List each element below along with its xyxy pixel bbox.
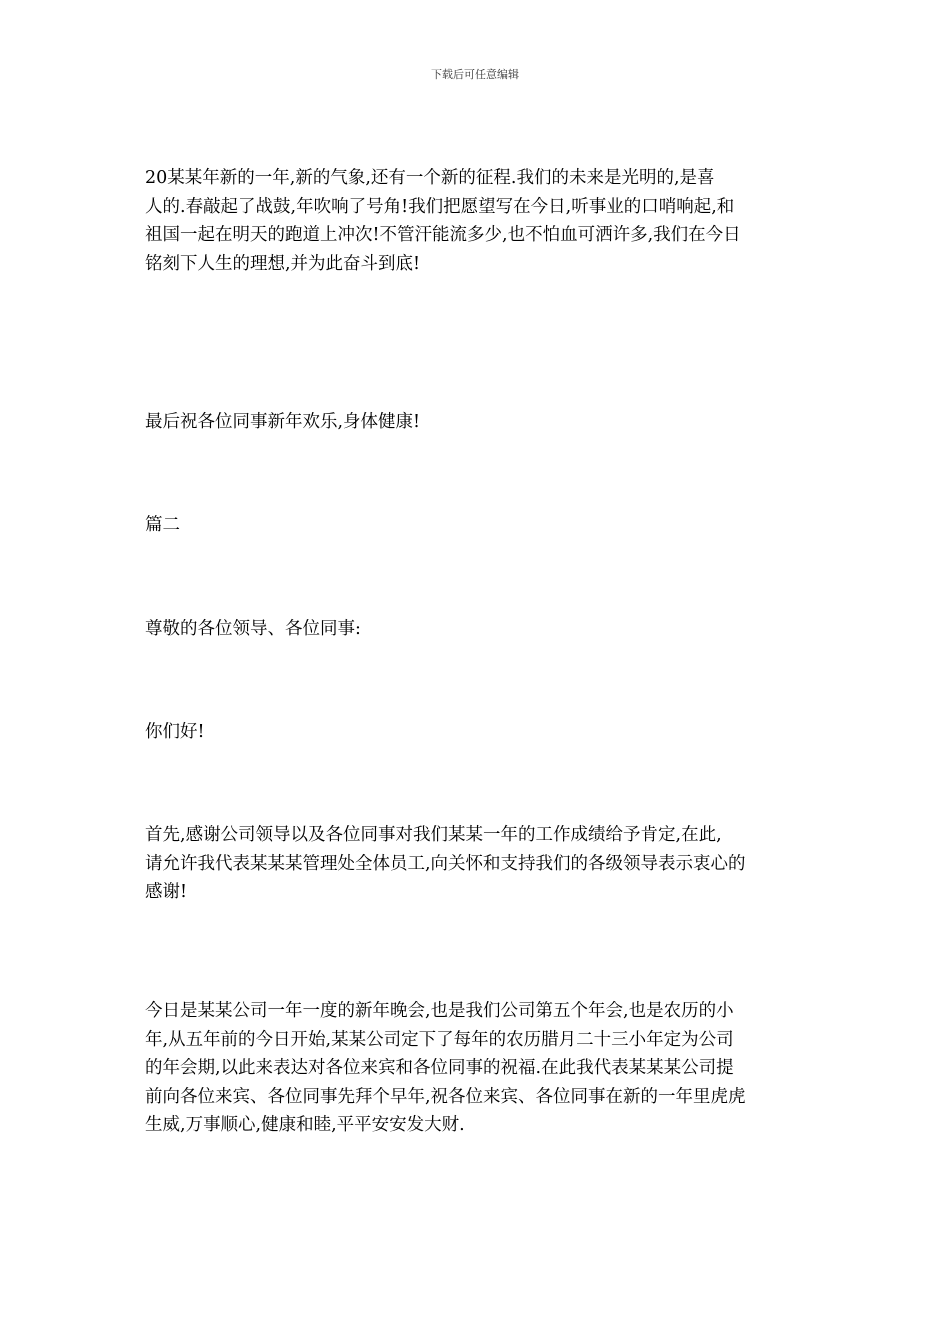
paragraph-new-year-journey: [145, 164, 805, 278]
text-line: 生威,万事顺心,健康和睦,平平安安发大财.: [145, 1115, 465, 1135]
text-line: 今日是某某公司一年一度的新年晚会,也是我们公司第五个年会,也是农历的小: [145, 1001, 734, 1021]
text-line: 尊敬的各位领导、各位同事:: [145, 619, 361, 639]
text-line: 铭刻下人生的理想,并为此奋斗到底!: [145, 253, 421, 274]
paragraph-thanks: [145, 821, 805, 907]
text-line: 祖国一起在明天的跑道上冲次!不管汗能流多少,也不怕血可洒许多,我们在今日: [145, 225, 741, 245]
paragraph-annual-party: [145, 997, 805, 1140]
text-line: 最后祝各位同事新年欢乐,身体健康!: [145, 412, 421, 432]
text-line: 年,从五年前的今日开始,某某公司定下了每年的农历腊月二十三小年定为公司: [145, 1029, 734, 1050]
page-header: 下载后可任意编辑: [431, 68, 519, 81]
text-line: 篇二: [145, 515, 180, 535]
text-line: 人的.春敲起了战鼓,年吹响了号角!我们把愿望写在今日,听事业的口哨响起,和: [145, 196, 735, 217]
text-line: 前向各位来宾、各位同事先拜个早年,祝各位来宾、各位同事在新的一年里虎虎: [145, 1086, 746, 1107]
paragraph-closing-wish: [145, 408, 805, 437]
text-line: 的年会期,以此来表达对各位来宾和各位同事的祝福.在此我代表某某某公司提: [145, 1058, 734, 1078]
paragraph-greeting: [145, 718, 805, 747]
text-line: 你们好!: [145, 722, 205, 742]
text-line: 首先,感谢公司领导以及各位同事对我们某某一年的工作成绩给予肯定,在此,: [145, 825, 722, 845]
section-heading-part-two: [145, 511, 805, 540]
text-line: 20某某年新的一年,新的气象,还有一个新的征程.我们的未来是光明的,是喜: [145, 168, 715, 188]
text-line: 感谢!: [145, 882, 188, 902]
paragraph-salutation: [145, 615, 805, 644]
text-line: 请允许我代表某某某管理处全体员工,向关怀和支持我们的各级领导表示衷心的: [145, 853, 746, 874]
